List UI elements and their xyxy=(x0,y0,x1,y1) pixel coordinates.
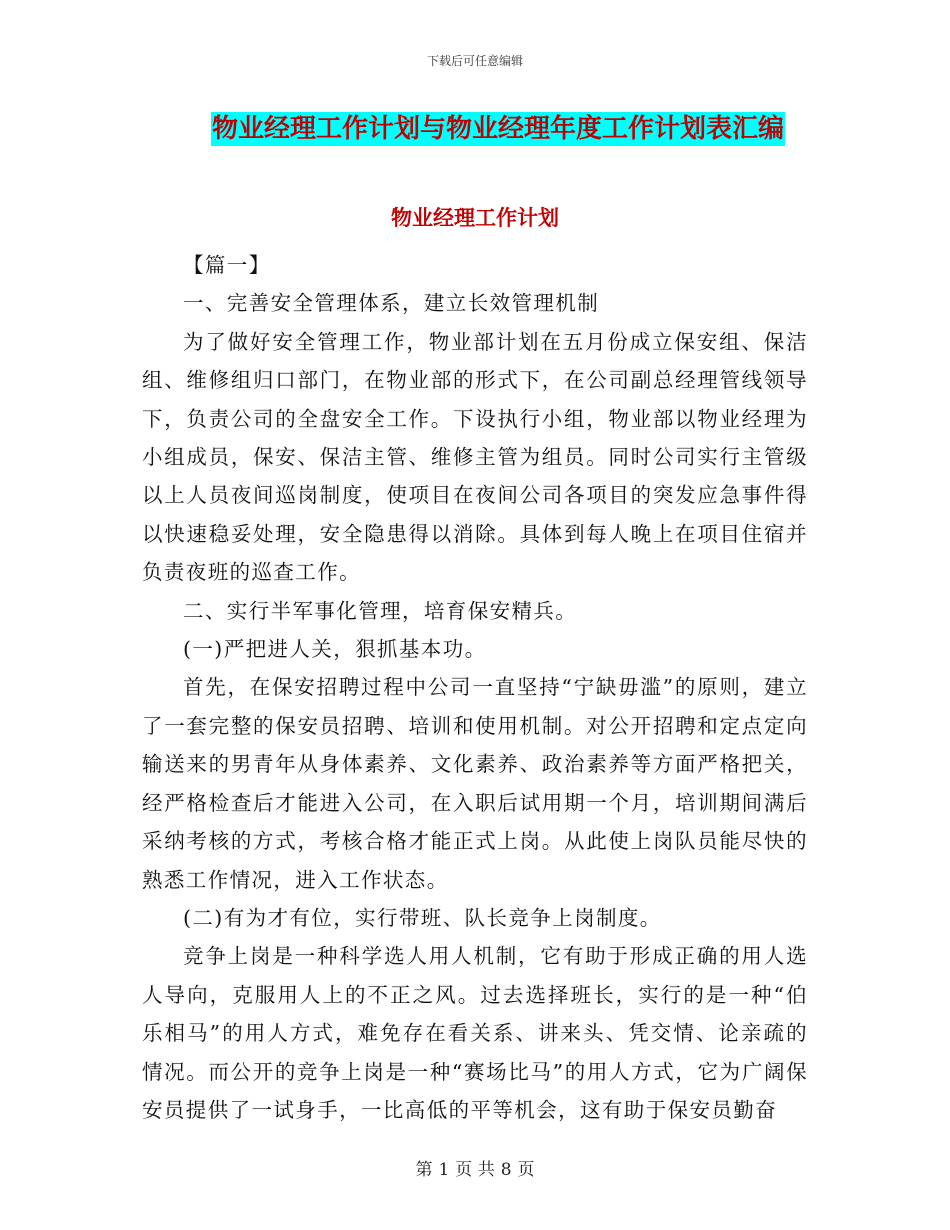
paragraph: 竞争上岗是一种科学选人用人机制，它有助于形成正确的用人选人导向，克服用人上的不正之风。过去选择班长，实行的是一种“伯乐相马”的用人方式，难免存在看关系、讲来头、凭交情、论亲疏的情况。而公开的竞争上岗是一种“赛场比马”的用人方式，它为广阔保安员提供了一试身手，一比高低的平等机会，这有助于保安员勤奋 xyxy=(142,944,808,1122)
page-number: 1 xyxy=(438,1160,450,1180)
paragraph: (二)有为才有位，实行带班、队长竞争上岗制度。 xyxy=(183,905,662,930)
body-text xyxy=(142,246,808,1129)
footer-prefix: 第 xyxy=(415,1160,433,1180)
section-title: 物业经理工作计划 xyxy=(391,205,559,230)
main-title: 物业经理工作计划与物业经理年度工作计划表汇编 xyxy=(211,114,784,144)
paragraph: (一)严把进人关，狠抓基本功。 xyxy=(183,637,487,662)
main-title-wrap xyxy=(0,112,950,146)
page-footer xyxy=(0,1155,950,1180)
footer-suffix: 页 xyxy=(517,1160,535,1180)
page-total: 8 xyxy=(500,1160,512,1180)
paragraph: 为了做好安全管理工作，物业部计划在五月份成立保安组、保洁组、维修组归口部门，在物业部的形式下，在公司副总经理管线领导下，负责公司的全盘安全工作。下设执行小组，物业部以物业经理为小组成员，保安、保洁主管、维修主管为组员。同时公司实行主管级以上人员夜间巡岗制度，使项目在夜间公司各项目的突发应急事件得以快速稳妥处理，安全隐患得以消除。具体到每人晚上在项目住宿并负责夜班的巡查工作。 xyxy=(142,329,808,585)
paragraph: 首先，在保安招聘过程中公司一直坚持“宁缺毋滥”的原则，建立了一套完整的保安员招聘、培训和使用机制。对公开招聘和定点定向输送来的男青年从身体素养、文化素养、政治素养等方面严格把关，经严格检查后才能进入公司，在入职后试用期一个月，培训期间满后采纳考核的方式，考核合格才能正式上岗。从此使上岗队员能尽快的熟悉工作情况，进入工作状态。 xyxy=(142,675,808,892)
paragraph: 【篇一】 xyxy=(183,253,271,277)
paragraph: 二、实行半军事化管理，培育保安精兵。 xyxy=(183,598,578,623)
paragraph: 一、完善安全管理体系，建立长效管理机制 xyxy=(183,291,600,316)
page-header: 下载后可任意编辑 xyxy=(426,54,523,68)
footer-middle: 页 共 xyxy=(455,1160,495,1180)
